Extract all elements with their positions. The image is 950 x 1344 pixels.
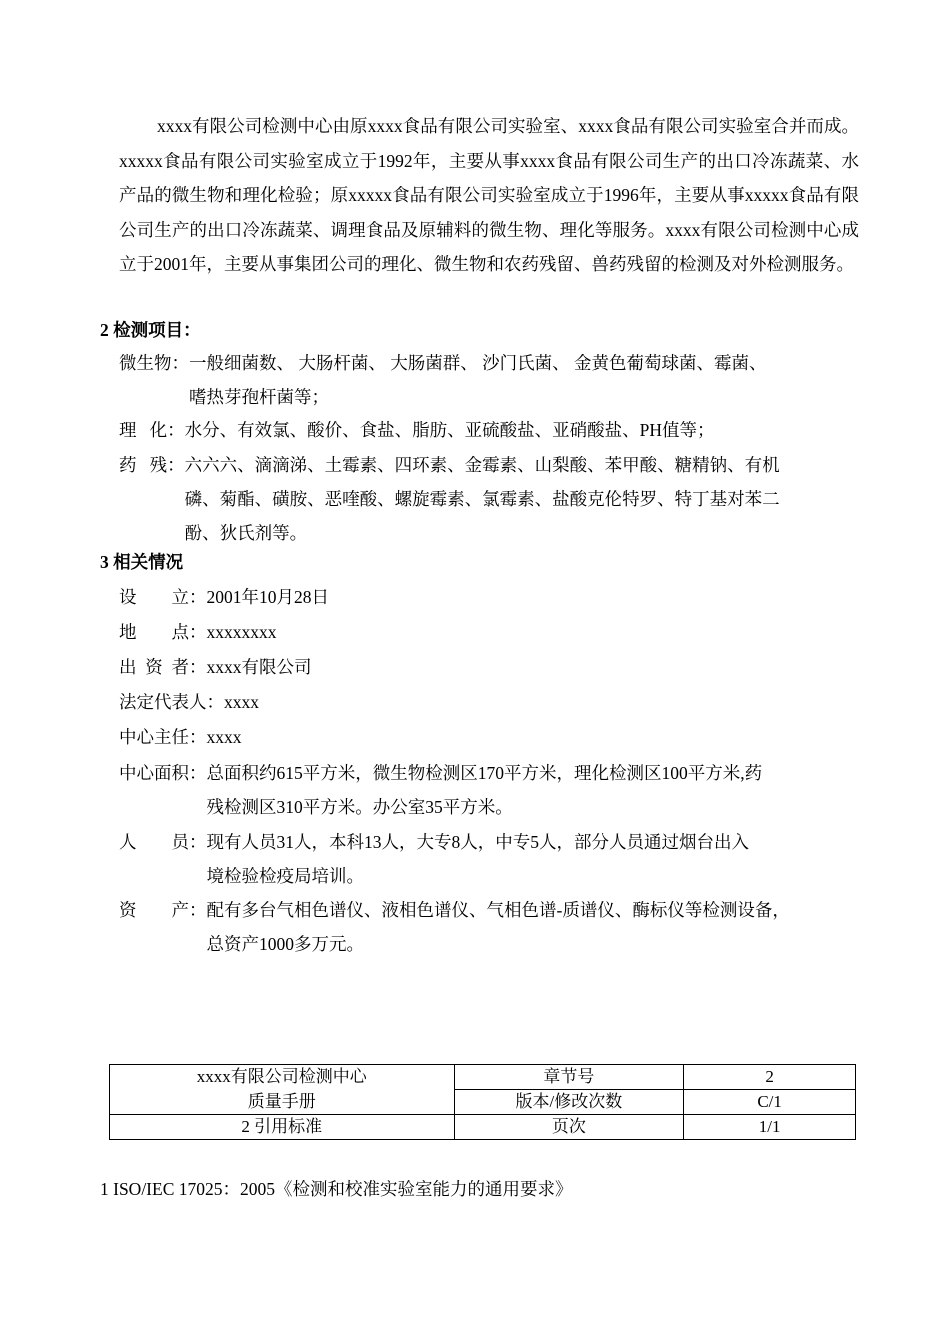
- item-value-cont: 酚、狄氏剂等。: [184, 523, 308, 543]
- info-area: [119, 756, 859, 824]
- info-label: 出 资 者：: [119, 657, 207, 677]
- info-label: 中心主任：: [119, 727, 207, 747]
- chapter-title-cell: 2 引用标准: [110, 1115, 455, 1140]
- table-row: [110, 1115, 856, 1140]
- org-name-cell: xxxx有限公司检测中心: [110, 1065, 455, 1090]
- info-value: xxxx有限公司: [206, 657, 312, 677]
- item-value-cont: 磷、菊酯、磺胺、恶喹酸、螺旋霉素、氯霉素、盐酸克伦特罗、特丁基对苯二: [184, 489, 780, 509]
- item-value-cont: 嗜热芽孢杆菌等；: [189, 387, 329, 407]
- info-value: xxxxxxxx: [206, 622, 277, 642]
- info-established: [119, 580, 859, 614]
- info-value-cont: 总资产1000多万元。: [206, 934, 364, 954]
- item-label: 理 化：: [119, 420, 185, 440]
- intro-paragraph: xxxx有限公司检测中心由原xxxx食品有限公司实验室、xxxx食品有限公司实验室合并而成。xxxxx食品有限公司实验室成立于1992年，主要从事xxxx食品有限公司生产的出口冷冻蔬菜、水产品的微生物和理化检验；原xxxxx食品有限公司实验室成立于1996年，主要从事xxxxx食品有限公司生产的出口冷冻蔬菜、调理食品及原辅料的微生物、理化等服务。xxxx有限公司检测中心成立于2001年，主要从事集团公司的理化、微生物和农药残留、兽药残留的检测及对外检测服务。: [119, 116, 859, 274]
- chapter-key-cell: 章节号: [454, 1065, 684, 1090]
- version-key-cell: 版本/修改次数: [454, 1090, 684, 1115]
- test-item-microbiology: [119, 346, 859, 414]
- info-personnel: [119, 825, 859, 893]
- section-3-heading: 3 相关情况: [100, 552, 184, 572]
- info-value: 配有多台气相色谱仪、液相色谱仪、气相色谱-质谱仪、酶标仪等检测设备，: [206, 900, 790, 920]
- section-2-heading: 2 检测项目：: [100, 320, 201, 340]
- page-value-cell: 1/1: [684, 1115, 856, 1140]
- item-label: 微生物：: [119, 353, 189, 373]
- page-key-cell: 页次: [454, 1115, 684, 1140]
- info-label: 中心面积：: [119, 763, 207, 783]
- info-investor: [119, 650, 859, 684]
- info-label: 设 立：: [119, 587, 207, 607]
- item-value: 六六六、滴滴涕、土霉素、四环素、金霉素、山梨酸、苯甲酸、糖精钠、有机: [184, 455, 780, 475]
- info-legal-rep: [119, 685, 859, 719]
- reference-item: 1 ISO/IEC 17025：2005《检测和校准实验室能力的通用要求》: [100, 1179, 573, 1199]
- item-label: 药 残：: [119, 455, 185, 475]
- version-value-cell: C/1: [684, 1090, 856, 1115]
- info-value: 总面积约615平方米，微生物检测区170平方米，理化检测区100平方米,药: [206, 763, 763, 783]
- info-value: xxxx: [224, 692, 259, 712]
- manual-title-cell: 质量手册: [110, 1090, 455, 1115]
- test-item-physchem: [119, 413, 859, 447]
- info-assets: [119, 893, 859, 961]
- info-label: 人 员：: [119, 832, 207, 852]
- item-value: 一般细菌数、 大肠杆菌、 大肠菌群、 沙门氏菌、 金黄色葡萄球菌、霉菌、: [189, 353, 767, 373]
- info-value: 现有人员31人，本科13人，大专8人，中专5人，部分人员通过烟台出入: [206, 832, 749, 852]
- info-label: 地 点：: [119, 622, 207, 642]
- info-location: [119, 615, 859, 649]
- info-value-cont: 境检验检疫局培训。: [206, 866, 364, 886]
- table-row: [110, 1065, 856, 1090]
- item-value: 水分、有效氯、酸价、食盐、脂肪、亚硫酸盐、亚硝酸盐、PH值等；: [184, 420, 715, 440]
- table-row: [110, 1090, 856, 1115]
- info-label: 资 产：: [119, 900, 207, 920]
- info-label: 法定代表人：: [119, 692, 224, 712]
- document-header-table: [109, 1064, 856, 1140]
- info-value-cont: 残检测区310平方米。办公室35平方米。: [206, 797, 513, 817]
- info-value: 2001年10月28日: [206, 587, 329, 607]
- test-item-residues: [119, 448, 859, 550]
- info-director: [119, 720, 859, 754]
- info-value: xxxx: [206, 727, 242, 747]
- chapter-value-cell: 2: [684, 1065, 856, 1090]
